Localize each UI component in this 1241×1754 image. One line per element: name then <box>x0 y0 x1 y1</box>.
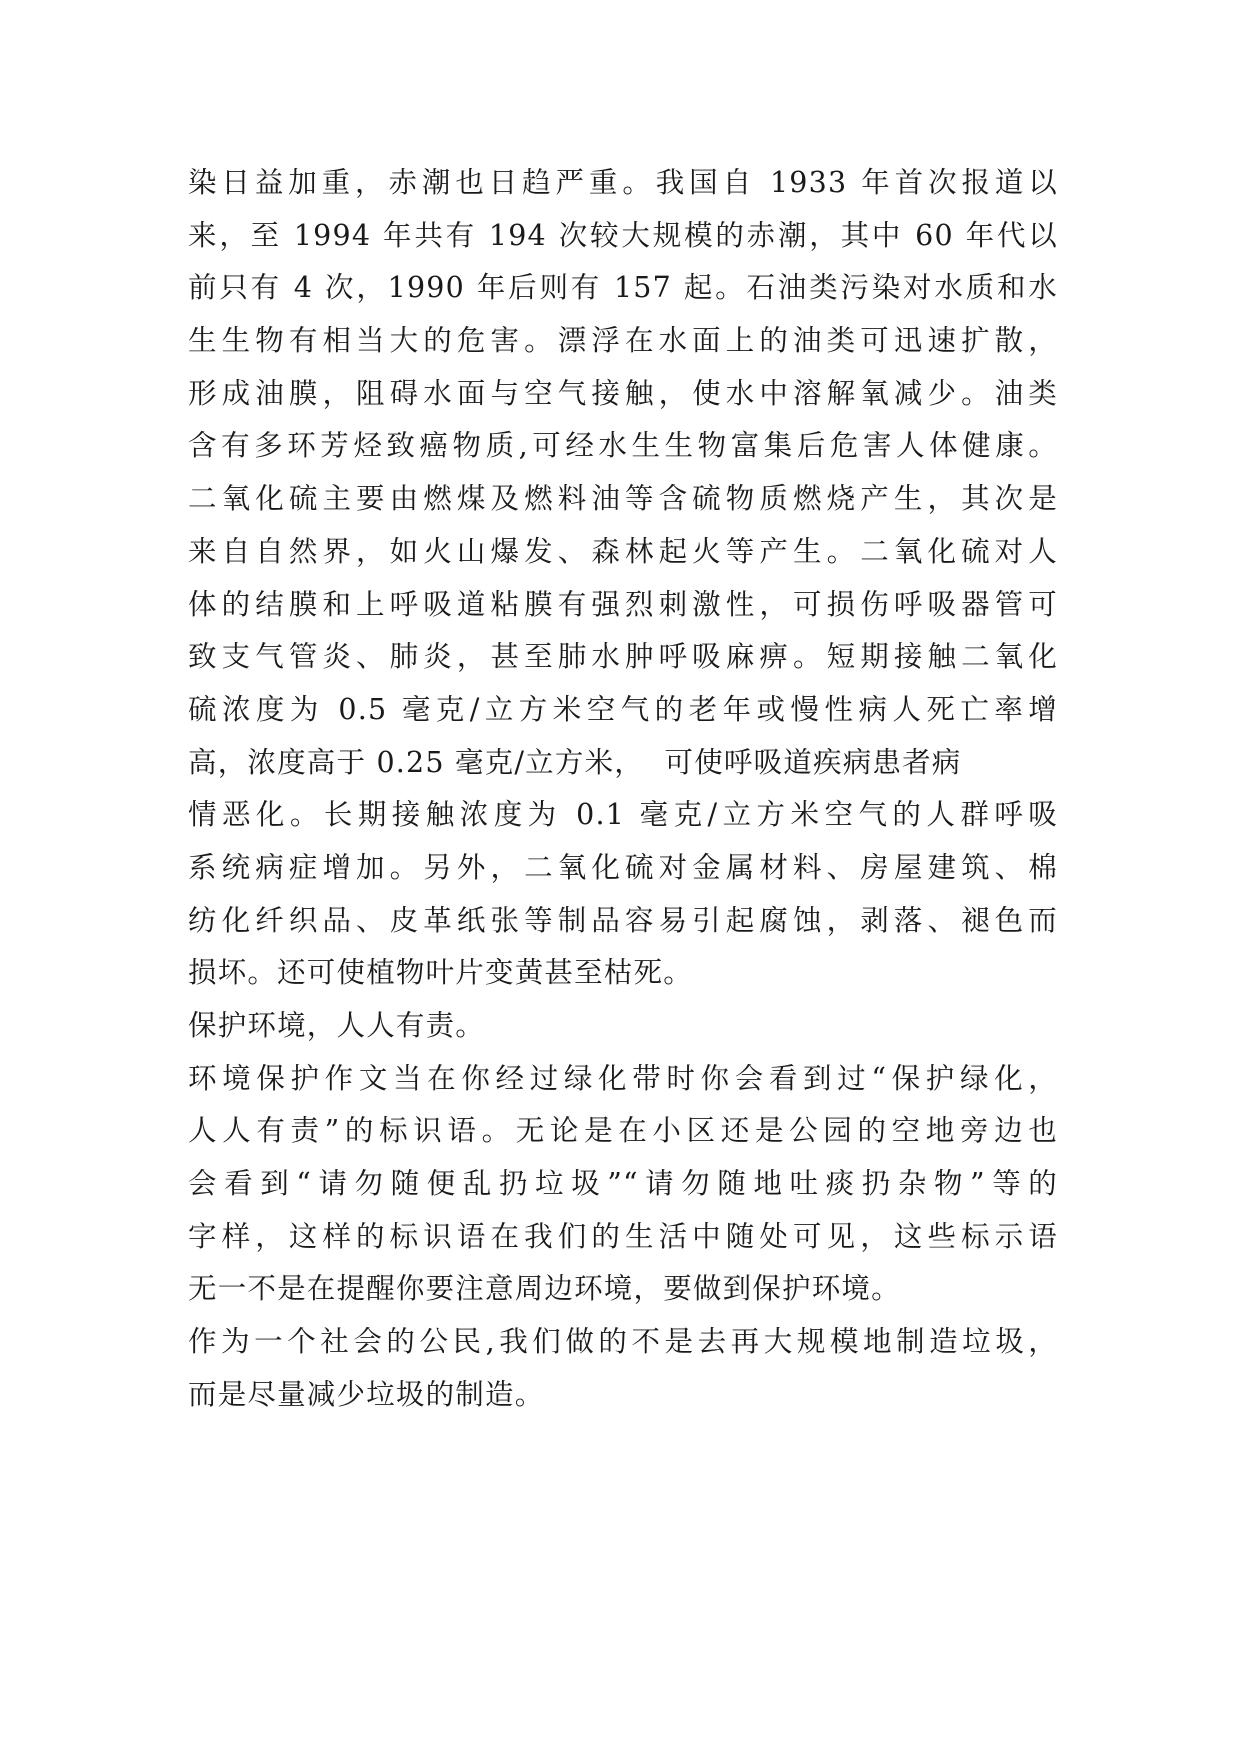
text-line: 字样，这样的标识语在我们的生活中随处可见，这些标示语 <box>188 1219 1058 1253</box>
body-text <box>188 157 1058 1422</box>
text-line: 无一不是在提醒你要注意周边环境，要做到保护环境。 <box>188 1272 901 1306</box>
text-line: 损坏。还可使植物叶片变黄甚至枯死。 <box>188 956 693 990</box>
text-line: 生生物有相当大的危害。漂浮在水面上的油类可迅速扩散， <box>188 324 1058 358</box>
text-line: 系统病症增加。另外，二氧化硫对金属材料、房屋建筑、棉 <box>188 850 1058 884</box>
text-line: 形成油膜，阻碍水面与空气接触，使水中溶解氧减少。油类 <box>188 376 1058 410</box>
text-line: 会看到“请勿随便乱扔垃圾”“请勿随地吐痰扔杂物”等的 <box>188 1167 1058 1201</box>
text-line: 二氧化硫主要由燃煤及燃料油等含硫物质燃烧产生，其次是 <box>188 482 1058 516</box>
text-line: 人人有责”的标识语。无论是在小区还是公园的空地旁边也 <box>188 1114 1058 1148</box>
text-line: 体的结膜和上呼吸道粘膜有强烈刺激性，可损伤呼吸器管可 <box>188 587 1058 621</box>
text-line: 环境保护作文当在你经过绿化带时你会看到过“保护绿化， <box>188 1061 1058 1095</box>
text-line: 来自自然界，如火山爆发、森林起火等产生。二氧化硫对人 <box>188 534 1058 568</box>
text-line: 致支气管炎、肺炎，甚至肺水肿呼吸麻痹。短期接触二氧化 <box>188 640 1058 674</box>
text-line: 而是尽量减少垃圾的制造。 <box>188 1377 545 1411</box>
text-line: 前只有 4 次，1990 年后则有 157 起。石油类污染对水质和水 <box>188 271 1058 305</box>
text-line: 纺化纤织品、皮革纸张等制品容易引起腐蚀，剥落、褪色而 <box>188 903 1058 937</box>
text-line: 高，浓度高于 0.25 毫克/立方米， 可使呼吸道疾病患者病 <box>188 745 962 779</box>
text-line: 作为一个社会的公民,我们做的不是去再大规模地制造垃圾， <box>188 1325 1058 1359</box>
text-line: 硫浓度为 0.5 毫克/立方米空气的老年或慢性病人死亡率增 <box>188 692 1058 726</box>
text-line: 情恶化。长期接触浓度为 0.1 毫克/立方米空气的人群呼吸 <box>188 798 1058 832</box>
text-line: 含有多环芳烃致癌物质,可经水生生物富集后危害人体健康。 <box>188 429 1058 463</box>
text-line: 染日益加重，赤潮也日趋严重。我国自 1933 年首次报道以 <box>188 166 1058 199</box>
text-line: 来，至 1994 年共有 194 次较大规模的赤潮，其中 60 年代以 <box>188 218 1058 252</box>
text-line: 保护环境，人人有责。 <box>188 1009 486 1042</box>
